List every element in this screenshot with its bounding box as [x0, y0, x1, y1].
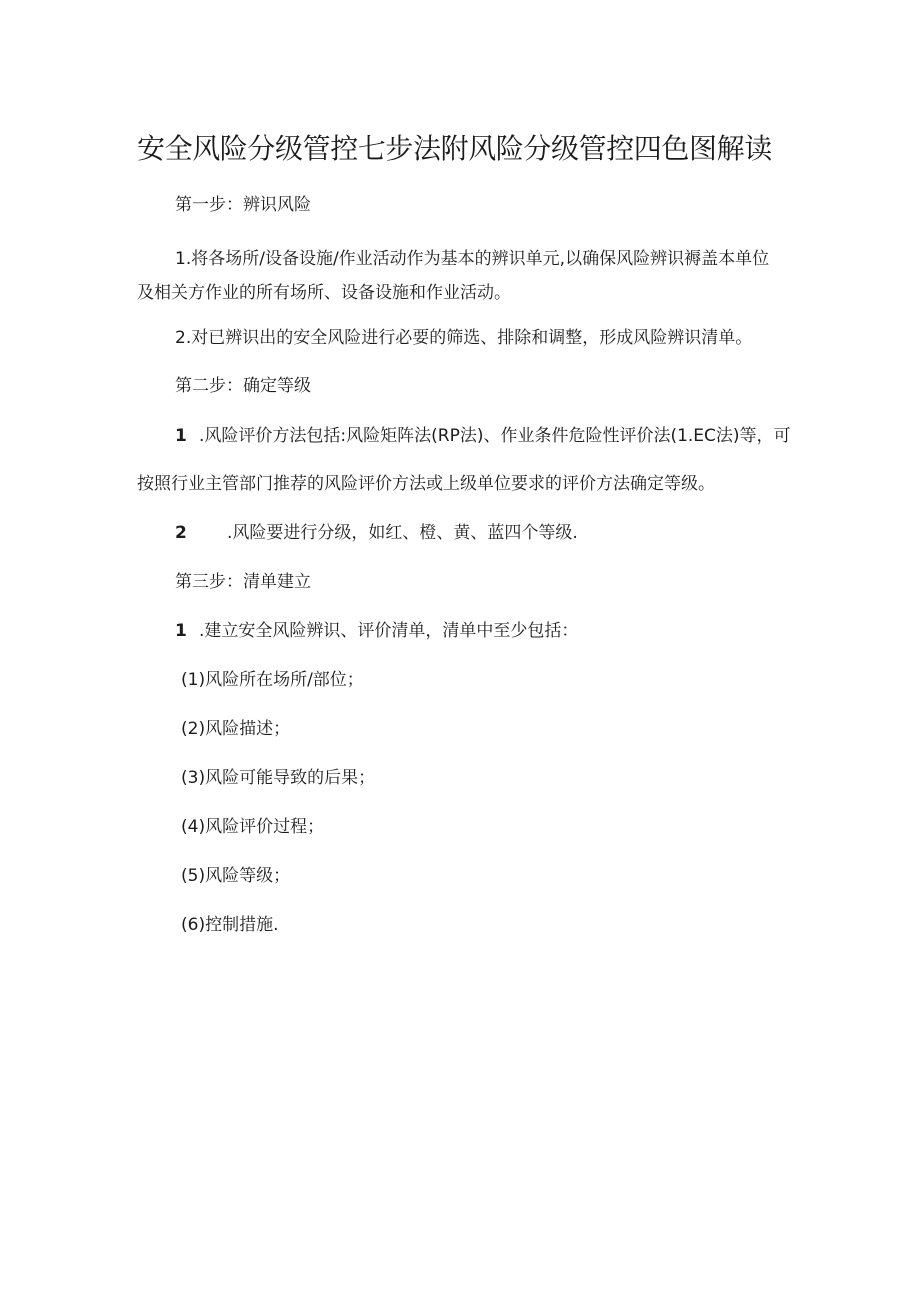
- step2-item1-number: 1: [175, 426, 187, 446]
- step3-item1-text: .建立安全风险辨识、评价清单，清单中至少包括：: [199, 621, 579, 641]
- step3-subitem: (3)风险可能导致的后果；: [181, 768, 376, 788]
- step1-item1-line2: 及相关方作业的所有场所、设备设施和作业活动。: [137, 283, 511, 303]
- step3-subitem: (2)风险描述；: [181, 719, 291, 739]
- step3-heading: 第三步：清单建立: [175, 572, 311, 592]
- step3-subitem: (1)风险所在场所/部位；: [181, 670, 364, 690]
- step2-item1-line2: 按照行业主管部门推荐的风险评价方法或上级单位要求的评价方法确定等级。: [137, 474, 715, 494]
- step2-item2-text: .风险要进行分级，如红、橙、黄、蓝四个等级.: [227, 523, 578, 543]
- step2-item1-text: .风险评价方法包括:风险矩阵法(RP法)、作业条件危险性评价法(1.EC法)等，可: [199, 426, 791, 446]
- document-title: 安全风险分级管控七步法附风险分级管控四色图解读: [137, 132, 772, 165]
- step1-heading: 第一步：辨识风险: [175, 195, 311, 215]
- step2-item2-number: 2: [175, 523, 187, 543]
- step3-subitem: (4)风险评价过程；: [181, 817, 325, 837]
- step3-subitem: (5)风险等级；: [181, 866, 291, 886]
- step1-item1-line1: 1.将各场所/设备设施/作业活动作为基本的辨识单元,以确保风险辨识褥盖本单位: [175, 249, 770, 269]
- step2-heading: 第二步：确定等级: [175, 376, 311, 396]
- step3-item1-number: 1: [175, 621, 187, 641]
- step2-item2: [175, 521, 578, 545]
- step2-item1-line1: [175, 424, 791, 448]
- step3-subitem: (6)控制措施.: [181, 915, 279, 935]
- step1-item2: 2.对已辨识出的安全风险进行必要的筛选、排除和调整，形成风险辨识清单。: [175, 328, 753, 348]
- step3-item1: [175, 619, 578, 643]
